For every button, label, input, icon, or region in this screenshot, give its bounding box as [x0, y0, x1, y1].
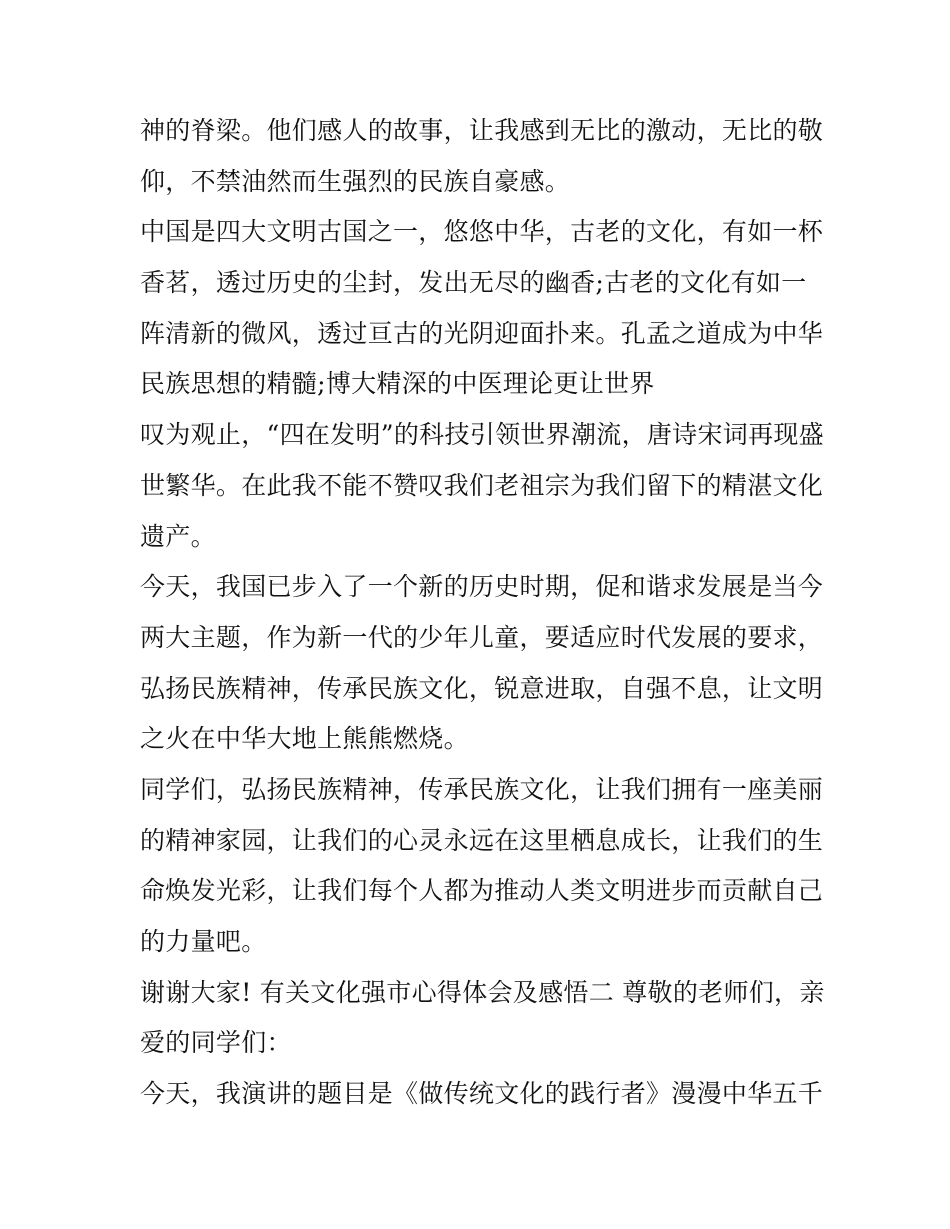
- text-line: 香茗，透过历史的尘封，发出无尽的幽香;古老的文化有如一: [140, 268, 807, 298]
- text-line: 两大主题，作为新一代的少年儿童，要适应时代发展的要求，: [140, 622, 824, 652]
- text-line: 的力量吧。: [140, 927, 267, 956]
- text-line: 仰，不禁油然而生强烈的民族自豪感。: [140, 166, 571, 196]
- text-line: 同学们，弘扬民族精神，传承民族文化，让我们拥有一座美丽: [140, 774, 824, 804]
- text-line: 民族思想的精髓;博大精深的中医理论更让世界: [140, 369, 655, 399]
- text-line: 神的脊梁。他们感人的故事，让我感到无比的激动，无比的敬: [140, 116, 824, 145]
- text-line: 遗产。: [140, 521, 216, 551]
- text-line: 世繁华。在此我不能不赞叹我们老祖宗为我们留下的精湛文化: [140, 470, 824, 500]
- document-body: [140, 106, 825, 1120]
- text-line: 弘扬民族精神，传承民族文化，锐意进取，自强不息，让文明: [140, 673, 824, 703]
- text-line: 命焕发光彩，让我们每个人都为推动人类文明进步而贡献自己: [140, 876, 824, 906]
- text-line: 之火在中华大地上熊熊燃烧。: [140, 724, 469, 754]
- text-line: 今天，我演讲的题目是《做传统文化的践行者》漫漫中华五千: [140, 1079, 824, 1109]
- text-line: 爱的同学们：: [140, 1028, 292, 1058]
- text-line: 今天，我国已步入了一个新的历史时期，促和谐求发展是当今: [140, 572, 824, 602]
- text-line: 中国是四大文明古国之一，悠悠中华，古老的文化，有如一杯: [140, 217, 824, 247]
- text-line: 阵清新的微风，透过亘古的光阴迎面扑来。孔孟之道成为中华: [140, 318, 824, 348]
- text-line: 谢谢大家! 有关文化强市心得体会及感悟二 尊敬的老师们，亲: [140, 977, 825, 1007]
- text-line: 的精神家园，让我们的心灵永远在这里栖息成长，让我们的生: [140, 825, 824, 855]
- text-line: 叹为观止，“四在发明”的科技引领世界潮流，唐诗宋词再现盛: [140, 420, 824, 450]
